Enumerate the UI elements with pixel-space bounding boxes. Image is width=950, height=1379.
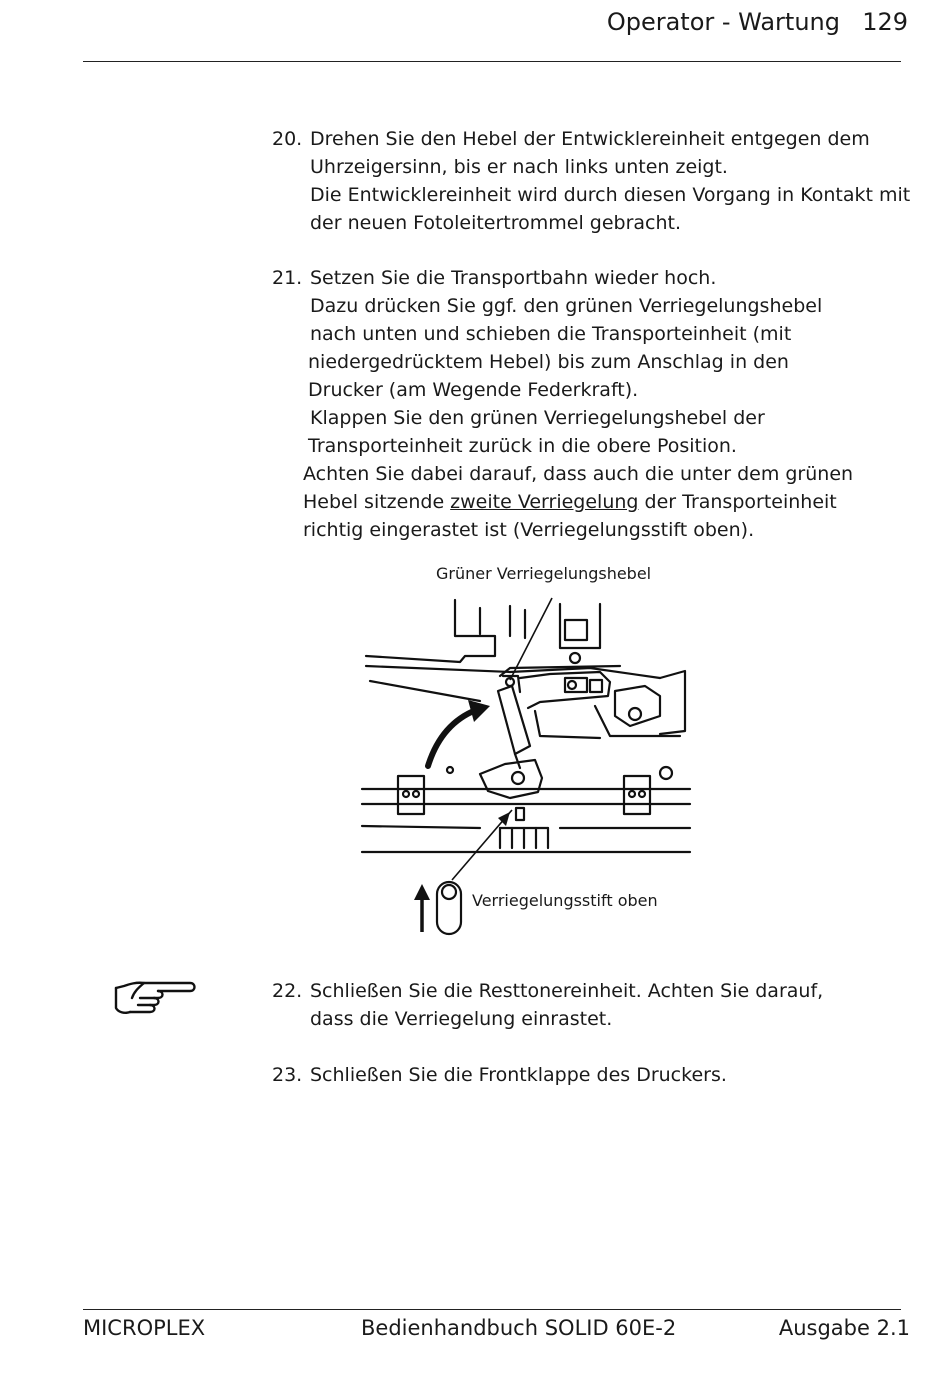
footer-rule — [83, 1309, 901, 1310]
step-text: Schließen Sie die Frontklappe des Druckers. — [310, 1064, 727, 1086]
figure-caption-pin: Verriegelungsstift oben — [472, 891, 658, 910]
step-21 — [272, 264, 853, 544]
step-text: Klappen Sie den grünen Verriegelungshebel der — [310, 407, 765, 429]
step-number: 23. — [272, 1064, 303, 1086]
header-title: Operator - Wartung — [606, 8, 840, 36]
step-22 — [272, 977, 823, 1033]
step-text: Drucker (am Wegende Federkraft). — [308, 379, 639, 401]
step-text: der neuen Fotoleitertrommel gebracht. — [310, 212, 682, 234]
step-number: 21. — [272, 267, 303, 289]
footer-manual-title: Bedienhandbuch SOLID 60E-2 — [361, 1316, 677, 1340]
step-number: 22. — [272, 980, 303, 1002]
step-text: Drehen Sie den Hebel der Entwicklereinheit entgegen dem — [310, 128, 870, 150]
step-text: nach unten und schieben die Transporteinheit (mit — [310, 323, 792, 345]
step-text: Schließen Sie die Resttonereinheit. Achten Sie darauf, — [310, 980, 824, 1002]
footer-brand: MICROPLEX — [83, 1316, 206, 1340]
step-text: der Transporteinheit — [638, 491, 837, 513]
step-text: niedergedrücktem Hebel) bis zum Anschlag in den — [308, 351, 789, 373]
step-text: dass die Verriegelung einrastet. — [310, 1008, 613, 1030]
step-text: richtig eingerastet ist (Verriegelungsstift oben). — [303, 519, 755, 541]
step-text: Dazu drücken Sie ggf. den grünen Verriegelungshebel — [310, 295, 823, 317]
page-number: 129 — [862, 8, 908, 36]
step-23 — [272, 1061, 727, 1089]
pointing-hand-icon — [110, 974, 200, 1022]
figure-caption-lever: Grüner Verriegelungshebel — [436, 564, 652, 583]
underlined-term: zweite Verriegelung — [450, 491, 639, 513]
step-number: 20. — [272, 128, 303, 150]
step-text: Setzen Sie die Transportbahn wieder hoch. — [310, 267, 717, 289]
step-text: Achten Sie dabei darauf, dass auch die unter dem grünen — [303, 463, 854, 485]
step-text: Uhrzeigersinn, bis er nach links unten zeigt. — [310, 156, 728, 178]
step-20 — [272, 125, 910, 237]
step-text: Transporteinheit zurück in die obere Position. — [308, 435, 737, 457]
step-text: Hebel sitzende — [303, 491, 451, 513]
header-rule — [83, 61, 901, 62]
step-text: Die Entwicklereinheit wird durch diesen Vorgang in Kontakt mit — [310, 184, 911, 206]
footer-edition: Ausgabe 2.1 — [778, 1316, 910, 1340]
